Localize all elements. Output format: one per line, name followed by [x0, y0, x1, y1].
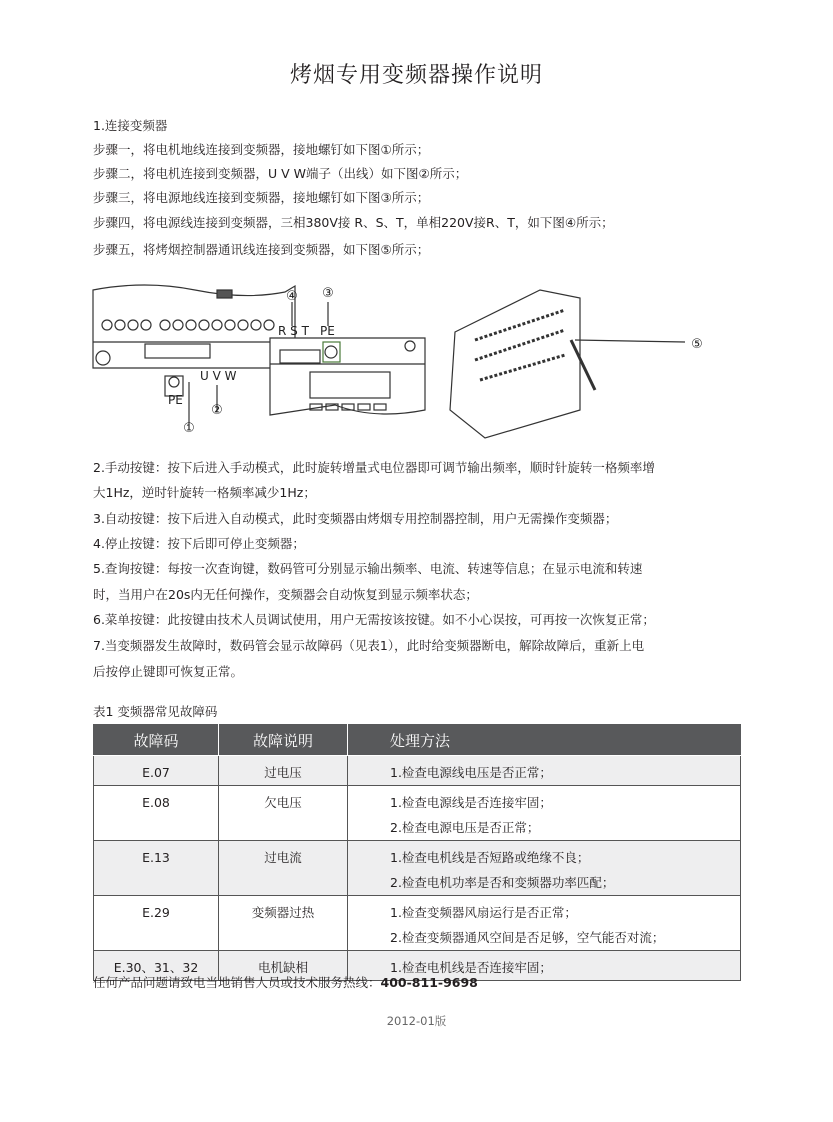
fault-desc: 电机缺相	[219, 951, 348, 981]
fault-desc: 过电压	[219, 756, 348, 786]
marker-4: ④	[286, 289, 298, 304]
table-row	[94, 841, 741, 896]
table-row	[94, 786, 741, 841]
fault-code: E.13	[94, 841, 219, 896]
table-caption: 表1 变频器常见故障码	[93, 704, 218, 719]
header-code: 故障码	[94, 725, 219, 756]
fault-method	[348, 786, 741, 841]
step-4: 步骤四，将电源线连接到变频器，三相380V接 R、S、T，单相220V接R、T，如下图④所示；	[93, 215, 614, 230]
method-line: 1.检查电机线是否短路或绝缘不良；	[390, 850, 590, 865]
instruction-line: 6.菜单按键：此按键由技术人员调试使用，用户无需按该按键。如不小心误按，可再按一次恢复正常；	[93, 612, 655, 627]
instruction-line: 7.当变频器发生故障时，数码管会显示故障码（见表1），此时给变频器断电，解除故障后，重新上电	[93, 638, 645, 653]
fault-desc: 变频器过热	[219, 896, 348, 951]
marker-5: ⑤	[691, 337, 703, 352]
fault-method	[348, 756, 741, 786]
table-row	[94, 756, 741, 786]
method-line: 1.检查电源线是否连接牢固；	[390, 795, 552, 810]
fault-desc: 欠电压	[219, 786, 348, 841]
hotline-number: 400-811-9698	[380, 975, 478, 990]
fault-code: E.08	[94, 786, 219, 841]
figure-motor-terminals	[93, 285, 295, 436]
instruction-line: 2.手动按键：按下后进入手动模式，此时旋转增量式电位器即可调节输出频率，顺时针旋转一格频率增	[93, 460, 655, 475]
instruction-line: 大1Hz，逆时针旋转一格频率减少1Hz；	[93, 485, 316, 500]
step-1: 步骤一，将电机地线连接到变频器，接地螺钉如下图①所示；	[93, 142, 430, 157]
method-line: 1.检查电机线是否连接牢固；	[390, 960, 552, 975]
header-method: 处理方法	[348, 725, 741, 756]
support-footer	[93, 973, 478, 991]
footer-text: 任何产品问题请致电当地销售人员或技术服务热线：	[93, 975, 381, 990]
method-line: 2.检查变频器通风空间是否足够，空气能否对流；	[390, 930, 665, 945]
step-5: 步骤五，将烤烟控制器通讯线连接到变频器，如下图⑤所示；	[93, 242, 430, 257]
method-line: 2.检查电源电压是否正常；	[390, 820, 540, 835]
section-heading: 1.连接变频器	[93, 118, 168, 133]
marker-1: ①	[183, 421, 195, 436]
method-line: 1.检查变频器风扇运行是否正常；	[390, 905, 577, 920]
instruction-line: 时，当用户在20s内无任何操作，变频器会自动恢复到显示频率状态；	[93, 587, 478, 602]
wiring-diagrams	[85, 280, 745, 445]
step-2: 步骤二，将电机连接到变频器，U V W端子（出线）如下图②所示；	[93, 166, 468, 181]
figure-controller-port	[450, 290, 703, 438]
page-title: 烤烟专用变频器操作说明	[289, 63, 543, 88]
instruction-line: 4.停止按键：按下后即可停止变频器；	[93, 536, 305, 551]
label-uvw: U V W	[200, 369, 237, 383]
table-row	[94, 896, 741, 951]
step-3: 步骤三，将电源地线连接到变频器，接地螺钉如下图③所示；	[93, 190, 430, 205]
fault-code: E.29	[94, 896, 219, 951]
label-rst: R S T	[278, 324, 309, 338]
table-header-row	[94, 725, 741, 756]
label-pe-motor: PE	[168, 393, 183, 407]
fault-code-table	[93, 724, 741, 981]
marker-2: ②	[211, 403, 223, 418]
fault-desc: 过电流	[219, 841, 348, 896]
fault-method	[348, 896, 741, 951]
header-desc: 故障说明	[219, 725, 348, 756]
marker-3: ③	[322, 286, 334, 301]
method-line: 2.检查电机功率是否和变频器功率匹配；	[390, 875, 615, 890]
instruction-line: 后按停止键即可恢复正常。	[93, 664, 244, 679]
fault-method	[348, 841, 741, 896]
version-label: 2012-01版	[386, 1014, 447, 1028]
label-pe-power: PE	[320, 324, 335, 338]
fault-code: E.07	[94, 756, 219, 786]
method-line: 1.检查电源线电压是否正常；	[390, 765, 552, 780]
fault-code: E.30、31、32	[94, 951, 219, 981]
instruction-line: 5.查询按键：每按一次查询键，数码管可分别显示输出频率、电流、转速等信息；在显示电流和转速	[93, 561, 643, 576]
instruction-line: 3.自动按键：按下后进入自动模式，此时变频器由烤烟专用控制器控制，用户无需操作变频器；	[93, 511, 618, 526]
